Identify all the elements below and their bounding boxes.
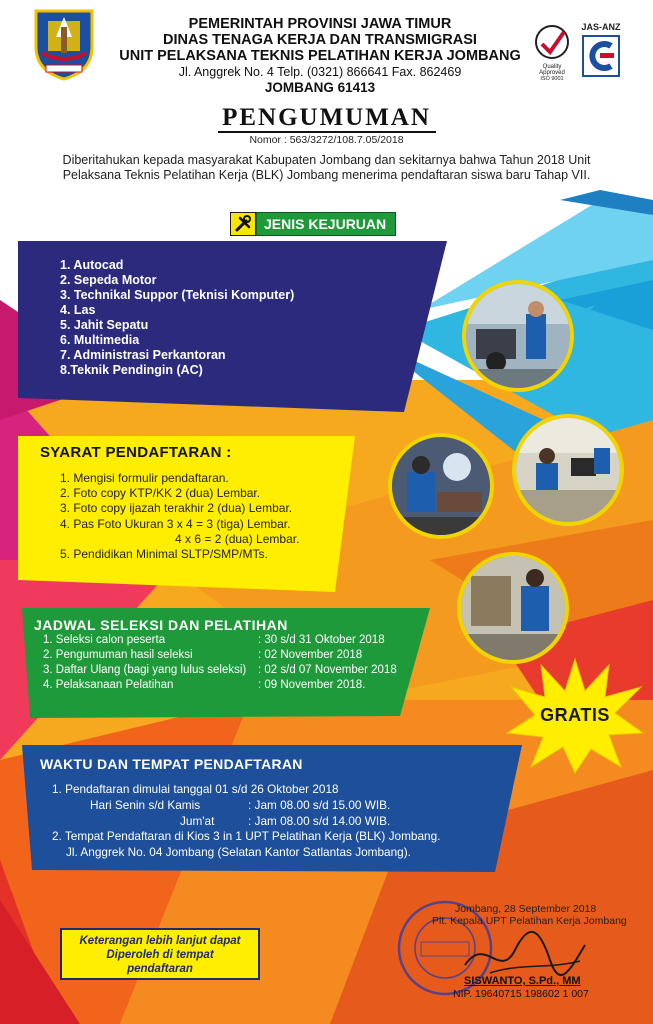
schedule-time: : Jam 08.00 s/d 14.00 WIB.	[248, 813, 391, 828]
list-item: 8.Teknik Pendingin (AC)	[60, 363, 203, 377]
announcement-title: PENGUMUMAN	[222, 104, 431, 131]
list-item	[43, 633, 397, 648]
iso-quality-approved-logo-icon	[532, 22, 572, 82]
letterhead-text	[100, 16, 540, 96]
list-item	[43, 648, 397, 663]
jenis-kejuruan-label	[230, 212, 396, 236]
letterhead	[0, 0, 653, 105]
list-item: 4 x 6 = 2 (dua) Lembar.	[175, 531, 300, 546]
signatory-name: SISWANTO, S.Pd., MM	[464, 975, 581, 987]
header-line-upt: UNIT PELAKSANA TEKNIS PELATIHAN KERJA JOMBANG	[119, 48, 521, 64]
gratis-text: GRATIS	[540, 705, 610, 725]
jadwal-label: 2. Pengumuman hasil seleksi	[43, 649, 193, 661]
svg-text:Approved: Approved	[539, 70, 565, 76]
announcement-number: Nomor : 563/3272/108.7.05/2018	[249, 134, 404, 146]
header-line-city: JOMBANG 61413	[264, 80, 376, 95]
signature-position: Plt. Kepala UPT Pelatihan Kerja Jombang	[432, 915, 627, 927]
list-item	[43, 678, 397, 693]
jadwal-value: : 02 November 2018	[258, 649, 363, 661]
list-item: 1. Mengisi formulir pendaftaran.	[60, 471, 229, 485]
list-item: 3. Foto copy ijazah terakhir 2 (dua) Lembar.	[60, 501, 293, 516]
list-item: 2. Foto copy KTP/KK 2 (dua) Lembar.	[60, 486, 261, 501]
list-item: 2. Tempat Pendaftaran di Kios 3 in 1 UPT Pelatihan Kerja (BLK) Jombang.	[52, 829, 441, 843]
jadwal-title: JADWAL SELEKSI DAN PELATIHAN	[34, 617, 288, 633]
signatory-nip: NIP. 19640715 198602 1 007	[453, 988, 589, 1000]
list-item	[43, 663, 397, 678]
list-item: 6. Multimedia	[60, 333, 140, 347]
tools-icon	[230, 212, 256, 236]
jawa-timur-emblem-icon	[32, 7, 96, 81]
list-item: 4. Las	[60, 303, 96, 317]
training-photo-electronics	[457, 552, 569, 664]
gratis-badge	[505, 657, 645, 775]
waktu-schedule	[90, 798, 390, 829]
list-item: 1. Pendaftaran dimulai tanggal 01 s/d 26 Oktober 2018	[52, 782, 339, 796]
announcement-intro: Diberitahukan kepada masyarakat Kabupaten Jombang dan sekitarnya bahwa Tahun 2018 Unit Pelaksana Teknis Pelatihan Kerja (BLK) Jombang menerima pendaftaran siswa baru Tahap VII.	[62, 153, 591, 182]
jadwal-value: : 02 s/d 07 November 2018	[258, 664, 397, 676]
signature-date: Jombang, 28 September 2018	[455, 903, 597, 915]
jadwal-label: 4. Pelaksanaan Pelatihan	[43, 679, 174, 691]
list-item: 4. Pas Foto Ukuran 3 x 4 = 3 (tiga) Lembar.	[60, 516, 291, 531]
header-line-province: PEMERINTAH PROVINSI JAWA TIMUR	[188, 16, 452, 32]
keterangan-line: Diperoleh di tempat	[106, 949, 214, 961]
waktu-list	[52, 782, 339, 798]
keterangan-line: Keterangan lebih lanjut dapat	[79, 935, 241, 947]
list-item: 1. Autocad	[60, 258, 124, 272]
waktu-title: WAKTU DAN TEMPAT PENDAFTARAN	[40, 756, 303, 772]
list-item: 3. Technikal Suppor (Teknisi Komputer)	[60, 288, 295, 302]
svg-text:JAS-ANZ: JAS-ANZ	[581, 22, 621, 32]
jadwal-label: 1. Seleksi calon peserta	[43, 634, 166, 646]
list-item	[90, 814, 390, 830]
header-line-address: Jl. Anggrek No. 4 Telp. (0321) 866641 Fax. 862469	[178, 65, 462, 79]
jadwal-value: : 30 s/d 31 Oktober 2018	[258, 634, 385, 646]
schedule-time: : Jam 08.00 s/d 15.00 WIB.	[248, 798, 391, 812]
svg-text:ISO 9001: ISO 9001	[540, 76, 564, 82]
syarat-list	[60, 471, 299, 562]
title-underline	[218, 131, 436, 133]
list-item: Jl. Anggrek No. 04 Jombang (Selatan Kantor Satlantas Jombang).	[66, 844, 411, 859]
kejuruan-list	[60, 258, 294, 378]
training-photo-welding	[388, 433, 494, 539]
keterangan-line: pendaftaran	[127, 963, 193, 975]
syarat-title: SYARAT PENDAFTARAN :	[40, 444, 232, 461]
schedule-day: Jum'at	[180, 813, 215, 828]
jas-anz-logo-icon	[576, 20, 626, 82]
list-item: 5. Pendidikan Minimal SLTP/SMP/MTs.	[60, 547, 268, 562]
list-item	[90, 798, 390, 814]
jenis-kejuruan-text: JENIS KEJURUAN	[256, 212, 396, 236]
waktu-location	[52, 829, 440, 860]
svg-text:Quality: Quality	[542, 64, 562, 70]
jadwal-list	[43, 633, 397, 693]
list-item: 5. Jahit Sepatu	[60, 318, 149, 332]
list-item: 2. Sepeda Motor	[60, 273, 157, 287]
keterangan-box	[60, 928, 260, 980]
training-photo-automotive	[462, 280, 574, 392]
training-photo-computer	[512, 414, 624, 526]
header-line-dinas: DINAS TENAGA KERJA DAN TRANSMIGRASI	[163, 32, 477, 48]
jadwal-value: : 09 November 2018.	[258, 679, 366, 691]
list-item: 7. Administrasi Perkantoran	[60, 348, 226, 362]
jadwal-label: 3. Daftar Ulang (bagi yang lulus seleksi)	[43, 664, 247, 676]
schedule-day: Hari Senin s/d Kamis	[90, 798, 201, 812]
